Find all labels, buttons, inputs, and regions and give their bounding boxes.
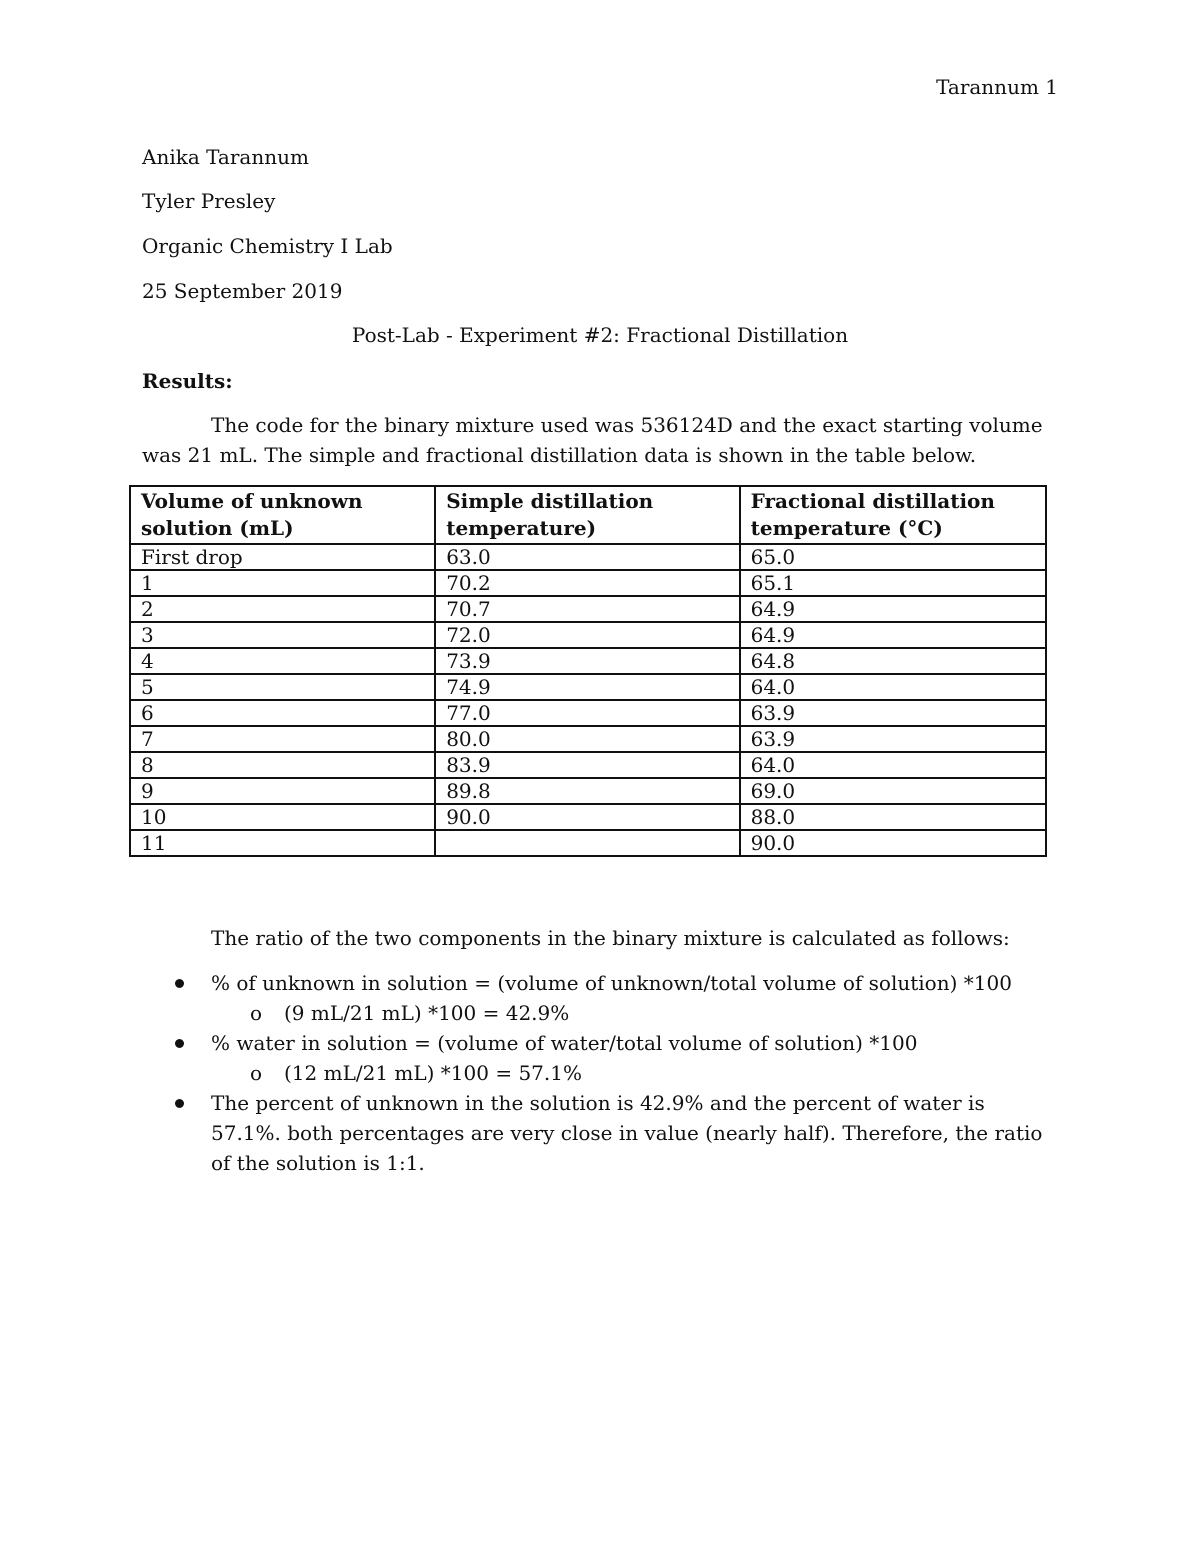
table-row bbox=[130, 700, 1046, 726]
cell-simple-temp: 73.9 bbox=[435, 648, 739, 674]
header-volume: Volume of unknown solution (mL) bbox=[130, 486, 435, 544]
cell-volume: 10 bbox=[130, 804, 435, 830]
cell-simple-temp: 80.0 bbox=[435, 726, 739, 752]
calculation-list bbox=[142, 968, 1052, 1178]
cell-simple-temp: 90.0 bbox=[435, 804, 739, 830]
cell-volume: 6 bbox=[130, 700, 435, 726]
table-row bbox=[130, 804, 1046, 830]
cell-volume: 3 bbox=[130, 622, 435, 648]
cell-fractional-temp: 63.9 bbox=[740, 700, 1046, 726]
cell-fractional-temp: 64.0 bbox=[740, 752, 1046, 778]
cell-fractional-temp: 90.0 bbox=[740, 830, 1046, 856]
cell-volume: 7 bbox=[130, 726, 435, 752]
bullet-text: % water in solution = (volume of water/total volume of solution) *100 bbox=[211, 1031, 918, 1055]
sub-bullet-text: (12 mL/21 mL) *100 = 57.1% bbox=[284, 1061, 582, 1085]
table-row bbox=[130, 726, 1046, 752]
student-name: Anika Tarannum bbox=[142, 145, 309, 169]
cell-volume: 2 bbox=[130, 596, 435, 622]
cell-volume: 5 bbox=[130, 674, 435, 700]
table-row bbox=[130, 596, 1046, 622]
table-row bbox=[130, 752, 1046, 778]
cell-simple-temp: 70.7 bbox=[435, 596, 739, 622]
list-item bbox=[142, 1088, 1052, 1178]
intro-paragraph: The code for the binary mixture used was 536124D and the exact starting volume was 21 mL. The simple and fractional distillation data is shown in the table below. bbox=[142, 413, 1043, 467]
cell-fractional-temp: 64.8 bbox=[740, 648, 1046, 674]
header-fractional-temp: Fractional distillation temperature (°C) bbox=[740, 486, 1046, 544]
list-item bbox=[142, 968, 1052, 998]
sub-bullet-text: (9 mL/21 mL) *100 = 42.9% bbox=[284, 1001, 570, 1025]
page-header: Tarannum 1 bbox=[936, 75, 1058, 99]
cell-volume: 9 bbox=[130, 778, 435, 804]
cell-volume: 8 bbox=[130, 752, 435, 778]
results-heading: Results: bbox=[142, 369, 233, 393]
sub-bullet-icon: o bbox=[250, 1061, 263, 1085]
sub-bullet-icon: o bbox=[250, 1001, 263, 1025]
cell-volume: 11 bbox=[130, 830, 435, 856]
cell-fractional-temp: 65.1 bbox=[740, 570, 1046, 596]
table-row bbox=[130, 570, 1046, 596]
sub-list-item bbox=[142, 998, 1052, 1028]
cell-simple-temp: 72.0 bbox=[435, 622, 739, 648]
cell-volume: 1 bbox=[130, 570, 435, 596]
cell-simple-temp: 89.8 bbox=[435, 778, 739, 804]
distillation-table bbox=[129, 485, 1047, 857]
cell-fractional-temp: 65.0 bbox=[740, 544, 1046, 570]
bullet-text: % of unknown in solution = (volume of unknown/total volume of solution) *100 bbox=[211, 971, 1012, 995]
table-row bbox=[130, 648, 1046, 674]
cell-simple-temp: 83.9 bbox=[435, 752, 739, 778]
cell-fractional-temp: 64.9 bbox=[740, 596, 1046, 622]
cell-fractional-temp: 88.0 bbox=[740, 804, 1046, 830]
header-simple-temp: Simple distillation temperature) bbox=[435, 486, 739, 544]
instructor-name: Tyler Presley bbox=[142, 189, 276, 213]
table-row bbox=[130, 622, 1046, 648]
bullet-icon bbox=[175, 979, 184, 988]
cell-simple-temp: 63.0 bbox=[435, 544, 739, 570]
table-row bbox=[130, 674, 1046, 700]
table-row bbox=[130, 830, 1046, 856]
table-row bbox=[130, 544, 1046, 570]
cell-fractional-temp: 64.0 bbox=[740, 674, 1046, 700]
table-row bbox=[130, 778, 1046, 804]
cell-volume: 4 bbox=[130, 648, 435, 674]
cell-fractional-temp: 63.9 bbox=[740, 726, 1046, 752]
list-item bbox=[142, 1028, 1052, 1058]
course-name: Organic Chemistry I Lab bbox=[142, 234, 393, 258]
cell-fractional-temp: 64.9 bbox=[740, 622, 1046, 648]
bullet-icon bbox=[175, 1099, 184, 1108]
sub-list-item bbox=[142, 1058, 1052, 1088]
ratio-intro: The ratio of the two components in the binary mixture is calculated as follows: bbox=[211, 926, 1010, 950]
document-title: Post-Lab - Experiment #2: Fractional Distillation bbox=[351, 323, 849, 347]
bullet-text: The percent of unknown in the solution is 42.9% and the percent of water is 57.1%. both percentages are very close in value (nearly half). Therefore, the ratio of the solution is 1:1. bbox=[211, 1091, 1043, 1175]
cell-simple-temp: 77.0 bbox=[435, 700, 739, 726]
document-date: 25 September 2019 bbox=[142, 279, 343, 303]
bullet-icon bbox=[175, 1039, 184, 1048]
cell-simple-temp: 74.9 bbox=[435, 674, 739, 700]
cell-simple-temp bbox=[435, 830, 739, 856]
cell-simple-temp: 70.2 bbox=[435, 570, 739, 596]
table-header-row bbox=[130, 486, 1046, 544]
cell-volume: First drop bbox=[130, 544, 435, 570]
cell-fractional-temp: 69.0 bbox=[740, 778, 1046, 804]
